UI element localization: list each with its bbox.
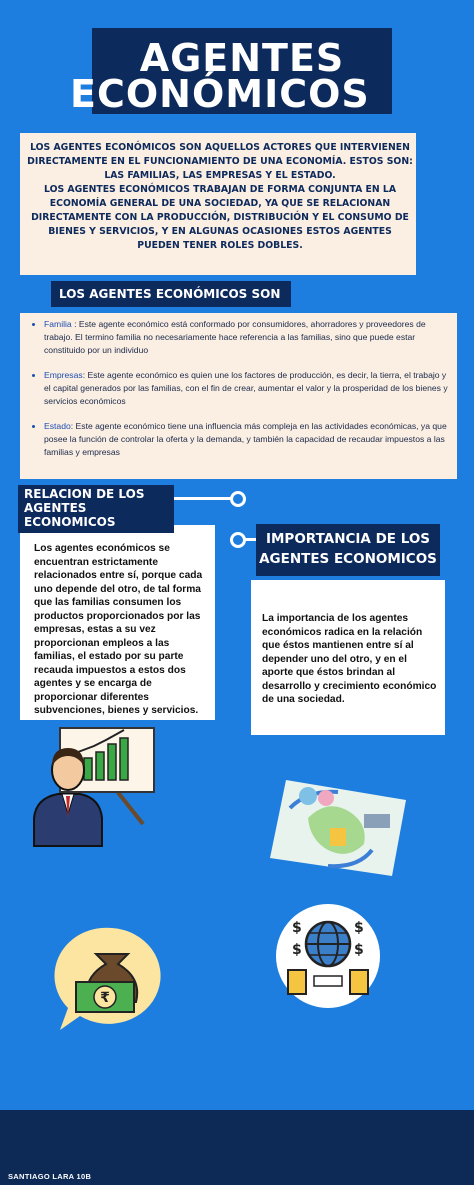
intro-text [26, 141, 414, 253]
list-item [44, 369, 450, 408]
connector-line [174, 497, 234, 500]
dollar-symbol: $ [354, 920, 364, 936]
importancia-header: IMPORTANCIA DE LOS AGENTES ECONOMICOS [256, 524, 440, 576]
rupee-money-bag-icon [52, 924, 172, 1034]
importancia-text: La importancia de los agentes económicos radica en la relación que éstos mantienen entre sí al depender uno del otro, y en el aporte que éstos brindan al desarrollo y crecimiento económico de una sociedad. [262, 613, 437, 705]
list-item [44, 420, 450, 459]
agent-term-empresas: Empresas [44, 370, 83, 380]
rupee-symbol: ₹ [100, 990, 110, 1006]
list-item [44, 318, 450, 357]
businessman-chart-icon [28, 722, 168, 850]
agent-desc-empresas: : Este agente económico es quien une los factores de producción, es decir, la tierra, el trabajo y el capital generados por las familias, con el fin de crear, aumentar el valor y la prosperidad de los bienes y servicios económicos [44, 370, 448, 406]
economy-map-icon [268, 778, 408, 878]
agent-term-estado: Estado [44, 421, 71, 431]
agent-desc-estado: : Este agente económico tiene una influencia más compleja en las actividades económicas, ya que posee la función de controlar la oferta y la demanda, y también la capacidad de recaudar impuestos a las familias y empresas [44, 421, 447, 457]
connector-dot [230, 491, 246, 507]
section-header: LOS AGENTES ECONÓMICOS SON [51, 281, 291, 307]
author-credit: SANTIAGO LARA 10B [8, 1172, 92, 1181]
agent-term-familia: Familia [44, 319, 72, 329]
relacion-text: Los agentes económicos se encuentran estrictamente relacionados entre sí, porque cada uno depende del otro, de tal forma que las familias consumen los productos proporcionados por las empresas, estas a su vez proporcionan empleos a las familias, el estado por su parte recauda impuestos a estos dos agentes y se encarga de proporcionar diferentes subvenciones, bienes y servicios. [34, 543, 203, 716]
dollar-symbol: $ [292, 920, 302, 936]
agents-list [26, 318, 450, 471]
page-title-line1: AGENTES [139, 36, 345, 80]
dollar-symbol: $ [354, 942, 364, 958]
intro-paragraph-2: LOS AGENTES ECONÓMICOS TRABAJAN DE FORMA CONJUNTA EN LA ECONOMÍA GENERAL DE UNA SOCIEDAD, YA QUE SE RELACIONAN DIRECTAMENTE CON LA PRODUCCIÓN, DISTRIBUCIÓN Y EL CONSUMO DE BIENES Y SERVICIOS, Y EN ALGUNAS OCASIONES ESTOS AGENTES PUEDEN TENER ROLES DOBLES. [31, 184, 409, 251]
connector-line [243, 538, 257, 541]
relacion-header: RELACION DE LOS AGENTES ECONOMICOS [18, 485, 174, 533]
intro-paragraph-1: LOS AGENTES ECONÓMICOS SON AQUELLOS ACTORES QUE INTERVIENEN DIRECTAMENTE EN EL FUNCIONAMIENTO DE UNA ECONOMÍA. ESTOS SON: LAS FAMILIAS, LAS EMPRESAS Y EL ESTADO. [27, 142, 413, 181]
globe-dollar-icon [268, 900, 388, 1010]
dollar-symbol: $ [292, 942, 302, 958]
agent-desc-familia: : Este agente económico está conformado por consumidores, ahorradores y proveedores de trabajo. El termino familia no necesariamente hace referencia a las familias, sino que puede estar constituido por un individuo [44, 319, 426, 355]
page-title-line2: ECONÓMICOS [70, 72, 370, 116]
